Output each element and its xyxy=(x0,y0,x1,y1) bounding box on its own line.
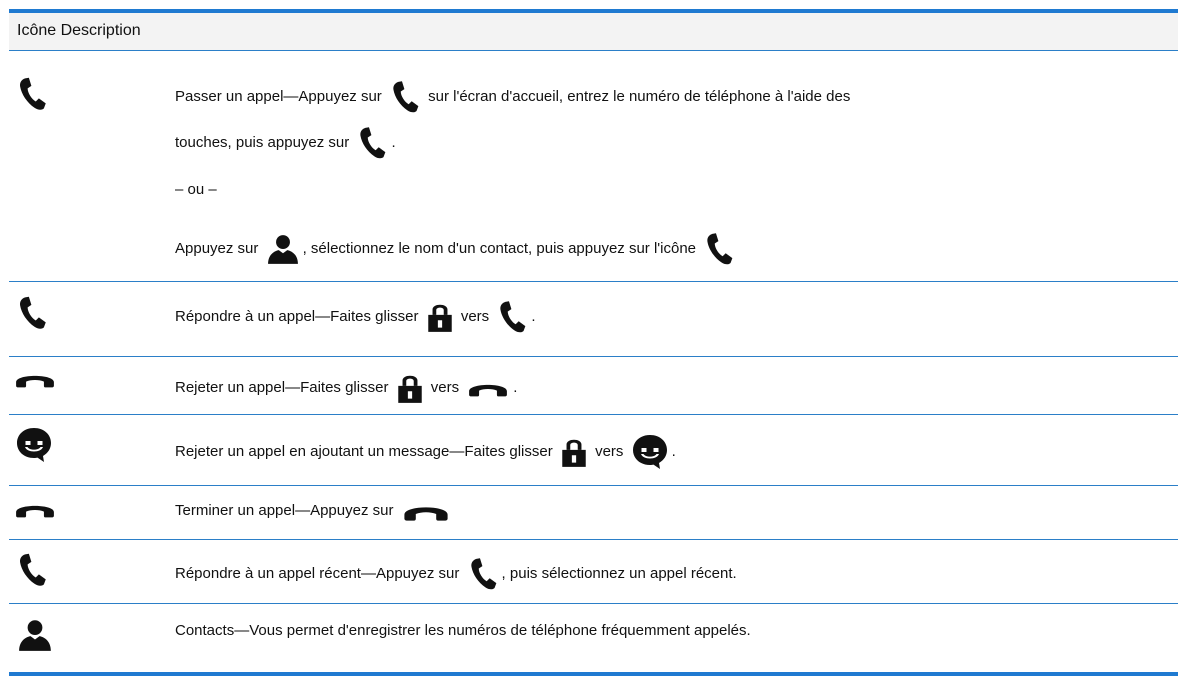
row-description xyxy=(175,300,536,334)
row-text: —Vous permet d'enregistrer les numéros de téléphone fréquemment appelés. xyxy=(234,622,751,639)
row-text: vers xyxy=(595,442,624,460)
row-description xyxy=(175,232,738,266)
lock-icon xyxy=(427,301,453,333)
contact-person-icon xyxy=(14,618,56,654)
row-description xyxy=(175,372,517,404)
table-bottom-rule xyxy=(9,672,1178,676)
row-divider xyxy=(9,356,1178,357)
or-separator: – ou – xyxy=(175,181,217,198)
row-divider xyxy=(9,539,1178,540)
row-text: sur l'écran d'accueil, entrez le numéro de téléphone à l'aide des xyxy=(428,87,851,105)
row-text: Appuyez sur xyxy=(175,239,259,257)
row-divider xyxy=(9,281,1178,282)
row-text: . xyxy=(531,307,536,325)
row-text: —Appuyez sur xyxy=(283,87,382,105)
row-divider xyxy=(9,414,1178,415)
message-smiley-icon xyxy=(632,434,668,470)
row-description xyxy=(175,434,676,470)
row-description xyxy=(175,126,396,160)
row-title: Répondre à un appel récent xyxy=(175,564,361,582)
hang-up-icon xyxy=(14,493,56,529)
row-description xyxy=(175,621,751,641)
row-text: —Appuyez sur xyxy=(295,501,394,519)
row-title: Rejeter un appel en ajoutant un message xyxy=(175,442,450,460)
phone-icon xyxy=(390,80,420,114)
row-text: —Faites glisser xyxy=(315,307,419,325)
row-description xyxy=(175,557,737,591)
phone-icon xyxy=(704,232,734,266)
phone-icon xyxy=(14,552,56,588)
row-text: vers xyxy=(460,307,490,325)
phone-icon xyxy=(357,126,387,160)
row-description xyxy=(175,500,454,522)
message-smiley-icon xyxy=(14,427,56,463)
contact-person-icon xyxy=(267,233,299,265)
header-divider xyxy=(9,50,1178,51)
row-text: , sélectionnez le nom d'un contact, puis appuyez sur l'icône xyxy=(302,239,697,257)
row-description xyxy=(175,80,850,114)
lock-icon xyxy=(561,436,587,468)
row-text: —Faites glisser xyxy=(449,442,553,460)
row-title: Passer un appel xyxy=(175,87,284,105)
row-text: —Appuyez sur xyxy=(360,564,460,582)
table-header xyxy=(9,13,1178,50)
row-divider xyxy=(9,603,1178,604)
phone-icon xyxy=(14,295,56,331)
row-text: . xyxy=(671,442,676,460)
hang-up-icon xyxy=(14,363,56,399)
phone-icon xyxy=(14,76,56,112)
row-text: , puis sélectionnez un appel récent. xyxy=(501,564,737,582)
header-title: Icône Description xyxy=(17,22,141,39)
row-text: touches, puis appuyez sur xyxy=(175,133,350,151)
row-text: . xyxy=(513,378,518,396)
row-text: . xyxy=(391,133,396,151)
phone-icon xyxy=(497,300,527,334)
row-title: Répondre à un appel xyxy=(175,307,316,325)
row-title: Contacts xyxy=(175,622,235,639)
row-divider xyxy=(9,485,1178,486)
row-title: Terminer un appel xyxy=(175,501,296,519)
row-title: Rejeter un appel xyxy=(175,378,286,396)
row-text: vers xyxy=(430,378,460,396)
phone-icon xyxy=(468,557,498,591)
hang-up-icon xyxy=(467,377,509,399)
hang-up-icon xyxy=(402,500,450,522)
lock-icon xyxy=(397,372,423,404)
row-text: —Faites glisser xyxy=(285,378,389,396)
